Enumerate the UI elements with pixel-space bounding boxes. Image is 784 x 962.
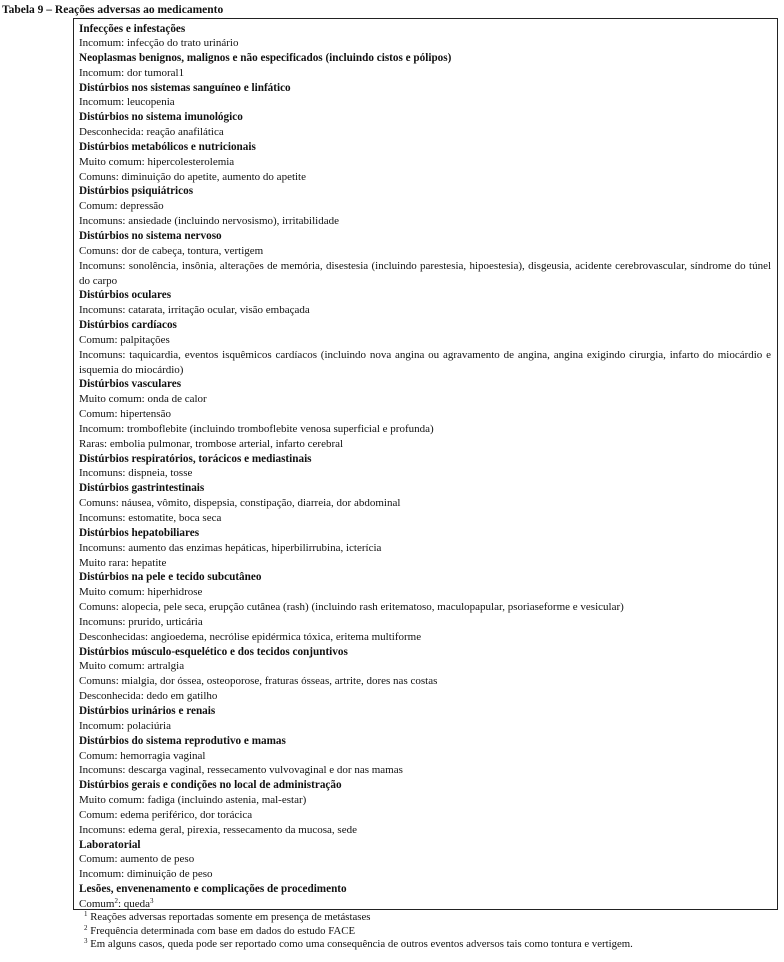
reaction-entry: Incomuns: descarga vaginal, ressecamento vulvovaginal e dor nas mamas: [79, 764, 403, 777]
footnote-text: Reações adversas reportadas somente em presença de metástases: [90, 911, 371, 923]
section-title: Distúrbios cardíacos: [79, 319, 177, 332]
reaction-entry: Comum$^2$: queda$^3$: [79, 896, 154, 910]
footnote-mark: 2: [84, 923, 88, 932]
frequency-label: Comuns: [79, 170, 116, 183]
frequency-label: Muito comum: [79, 660, 142, 673]
reaction-entry: Incomuns: aumento das enzimas hepáticas, hiperbilirrubina, icterícia: [79, 541, 382, 554]
reaction-text: leucopenia: [126, 96, 175, 109]
section-title: Distúrbios nos sistemas sanguíneo e linfático: [79, 81, 291, 94]
frequency-label: Incomuns: [79, 215, 123, 228]
frequency-label: Incomum: [79, 868, 122, 881]
section-title: Distúrbios no sistema imunológico: [79, 111, 243, 124]
reaction-entry: Comuns: alopecia, pele seca, erupção cutânea (rash) (incluindo rash eritematoso, maculopapular, psoriaseforme e vesicular): [79, 601, 624, 614]
reaction-text: diminuição de peso: [126, 868, 213, 881]
reaction-text: angioedema, necrólise epidérmica tóxica, eritema multiforme: [150, 630, 422, 643]
table-body: [79, 23, 771, 912]
reaction-entry: Comuns: náusea, vômito, dispepsia, constipação, diarreia, dor abdominal: [79, 497, 401, 510]
section-title: Infecções e infestações: [79, 23, 186, 35]
footnote-mark: 2: [114, 896, 118, 905]
adverse-reactions-table: [73, 18, 778, 910]
frequency-label: Muito comum: [79, 155, 142, 168]
section-title: Distúrbios hepatobiliares: [79, 526, 200, 539]
section-title: Distúrbios psiquiátricos: [79, 185, 194, 198]
reaction-entry: Comum: hipertensão: [79, 408, 171, 421]
footnote-text: Frequência determinada com base em dados do estudo FACE: [90, 924, 356, 937]
reaction-text: descarga vaginal, ressecamento vulvovaginal e dor nas mamas: [128, 764, 403, 777]
reaction-text: tromboflebite (incluindo tromboflebite venosa superficial e profunda): [126, 422, 434, 435]
frequency-label: Raras: [79, 437, 105, 450]
reaction-entry: Incomuns: estomatite, boca seca: [79, 512, 222, 524]
frequency-label: Desconhecida: [79, 126, 141, 139]
reaction-entry: Comuns: mialgia, dor óssea, osteoporose, fraturas ósseas, artrite, dores nas costas: [79, 675, 438, 688]
reaction-text: hiperhidrose: [147, 586, 203, 599]
section-title: Distúrbios músculo-esquelético e dos tecidos conjuntivos: [79, 645, 348, 658]
frequency-label: Desconhecidas: [79, 630, 145, 643]
section-title: Distúrbios vasculares: [79, 378, 182, 391]
frequency-label: Muito rara: [79, 556, 126, 569]
frequency-label: Comum: [79, 333, 115, 346]
reaction-text: embolia pulmonar, trombose arterial, infarto cerebral: [109, 437, 344, 450]
reaction-entry: Comum: palpitações: [79, 333, 170, 346]
reaction-entry: Muito comum: hiperhidrose: [79, 586, 203, 599]
footnote: [84, 911, 784, 925]
reaction-text: edema geral, pirexia, ressecamento da mucosa, sede: [128, 823, 357, 836]
reaction-entry: Incomum: tromboflebite (incluindo tromboflebite venosa superficial e profunda): [79, 422, 434, 435]
reaction-text: prurido, urticária: [128, 615, 203, 628]
frequency-label: Comum: [79, 897, 115, 910]
reaction-text: hipercolesterolemia: [147, 155, 235, 168]
reaction-entry: Incomum: infecção do trato urinário: [79, 37, 239, 49]
frequency-label: Incomum: [79, 96, 122, 109]
section-title: Lesões, envenenamento e complicações de procedimento: [79, 883, 347, 896]
reaction-text: hemorragia vaginal: [120, 749, 206, 762]
reaction-entry: Comum: edema periférico, dor torácica: [79, 808, 253, 821]
reaction-text: alopecia, pele seca, erupção cutânea (rash) (incluindo rash eritematoso, maculopapular, psoriaseforme e vesicular): [121, 601, 624, 614]
frequency-label: Incomum: [79, 719, 122, 732]
reaction-entry: Incomuns: sonolência, insônia, alterações de memória, disestesia (incluindo parestesia, hipoestesia), disgeusia, acidente cerebrovascular, síndrome do túnel do carpo: [79, 259, 772, 287]
reaction-text: onda de calor: [147, 393, 207, 406]
reaction-text: náusea, vômito, dispepsia, constipação, diarreia, dor abdominal: [121, 497, 401, 510]
reaction-text: polaciúria: [126, 719, 171, 732]
table-title: Tabela 9 – Reações adversas ao medicamento: [2, 4, 224, 16]
reaction-text: depressão: [120, 200, 164, 213]
section-title: Distúrbios na pele e tecido subcutâneo: [79, 571, 262, 584]
section-title: Distúrbios metabólicos e nutricionais: [79, 140, 256, 153]
frequency-label: Incomuns: [79, 823, 123, 836]
reaction-entry: Incomum: polaciúria: [79, 719, 171, 732]
reaction-entry: Incomum: diminuição de peso: [79, 868, 213, 881]
footnotes: [84, 911, 784, 952]
reaction-text: hipertensão: [120, 408, 171, 421]
reaction-text: dispneia, tosse: [128, 467, 193, 480]
reaction-text: mialgia, dor óssea, osteoporose, fraturas ósseas, artrite, dores nas costas: [121, 675, 438, 688]
frequency-label: Incomuns: [79, 541, 123, 554]
frequency-label: Comuns: [79, 497, 116, 510]
reaction-text: catarata, irritação ocular, visão embaçada: [128, 304, 310, 317]
reaction-text: sonolência, insônia, alterações de memória, disestesia (incluindo parestesia, hipoestesia), disgeusia, acidente cerebrovascular, síndrome do túnel do carpo: [79, 259, 772, 287]
reaction-text: aumento de peso: [120, 853, 195, 866]
reaction-entry: Incomuns: dispneia, tosse: [79, 467, 193, 480]
reaction-entry: Incomum: leucopenia: [79, 96, 175, 109]
reaction-entry: Incomum: dor tumoral1: [79, 66, 185, 79]
reaction-entry: Comum: depressão: [79, 200, 164, 213]
section-title: Distúrbios oculares: [79, 289, 172, 302]
reaction-entry: Comuns: diminuição do apetite, aumento do apetite: [79, 170, 306, 183]
section-title: Laboratorial: [79, 838, 141, 851]
reaction-entry: Raras: embolia pulmonar, trombose arterial, infarto cerebral: [79, 437, 344, 450]
reaction-text: hepatite: [131, 556, 167, 569]
section-title: Distúrbios urinários e renais: [79, 704, 216, 717]
frequency-label: Comuns: [79, 244, 116, 257]
reaction-entry: Muito comum: onda de calor: [79, 393, 207, 406]
footnote: [84, 925, 784, 939]
reaction-text: edema periférico, dor torácica: [120, 808, 253, 821]
footnote: [84, 938, 784, 952]
frequency-label: Desconhecida: [79, 690, 141, 703]
frequency-label: Incomuns: [79, 467, 123, 480]
frequency-label: Comum: [79, 408, 115, 421]
reaction-text: artralgia: [147, 660, 185, 673]
reaction-text: queda: [123, 897, 151, 910]
reaction-entry: Comum: aumento de peso: [79, 853, 195, 866]
reaction-entry: Desconhecidas: angioedema, necrólise epidérmica tóxica, eritema multiforme: [79, 630, 422, 643]
frequency-label: Comuns: [79, 601, 116, 614]
reaction-entry: Muito comum: hipercolesterolemia: [79, 155, 235, 168]
frequency-label: Muito comum: [79, 794, 142, 807]
frequency-label: Incomum: [79, 66, 122, 79]
frequency-label: Incomuns: [79, 304, 123, 317]
section-title: Distúrbios do sistema reprodutivo e mamas: [79, 734, 286, 747]
section-title: Neoplasmas benignos, malignos e não especificados (incluindo cistos e pólipos): [79, 51, 452, 64]
reaction-entry: Incomuns: ansiedade (incluindo nervosismo), irritabilidade: [79, 215, 339, 228]
frequency-label: Comum: [79, 808, 115, 821]
reaction-text: taquicardia, eventos isquêmicos cardíacos (incluindo nova angina ou agravamento de angina, angina exigindo cirurgia, infarto do miocárdio e isquemia do miocárdio): [79, 348, 772, 376]
reaction-entry: Incomuns: catarata, irritação ocular, visão embaçada: [79, 304, 310, 317]
reaction-entry: Incomuns: taquicardia, eventos isquêmicos cardíacos (incluindo nova angina ou agravamento de angina, angina exigindo cirurgia, infarto do miocárdio e isquemia do miocárdio): [79, 348, 772, 376]
frequency-label: Incomuns: [79, 615, 123, 628]
section-title: Distúrbios no sistema nervoso: [79, 229, 222, 242]
frequency-label: Incomum: [79, 37, 122, 49]
reaction-text: reação anafilática: [146, 126, 224, 139]
reaction-entry: Incomuns: prurido, urticária: [79, 615, 203, 628]
reaction-entry: Muito comum: artralgia: [79, 660, 185, 673]
reaction-text: aumento das enzimas hepáticas, hiperbilirrubina, icterícia: [128, 541, 382, 554]
reaction-text: dor tumoral1: [126, 66, 185, 79]
footnote-mark: 3: [150, 896, 154, 905]
reaction-text: diminuição do apetite, aumento do apetite: [121, 170, 306, 183]
reaction-text: palpitações: [120, 333, 170, 346]
section-title: Distúrbios gerais e condições no local de administração: [79, 779, 342, 792]
reaction-text: dor de cabeça, tontura, vertigem: [121, 244, 264, 257]
reaction-text: ansiedade (incluindo nervosismo), irritabilidade: [128, 215, 339, 228]
section-title: Distúrbios gastrintestinais: [79, 482, 205, 495]
reaction-entry: Incomuns: edema geral, pirexia, ressecamento da mucosa, sede: [79, 823, 357, 836]
reaction-text: estomatite, boca seca: [128, 512, 222, 524]
reaction-text: fadiga (incluindo astenia, mal-estar): [147, 794, 307, 807]
section-title: Distúrbios respiratórios, torácicos e mediastinais: [79, 452, 312, 465]
footnote-mark: 1: [84, 910, 88, 918]
frequency-label: Incomuns: [79, 259, 123, 272]
reaction-entry: Desconhecida: reação anafilática: [79, 126, 224, 139]
reaction-entry: Comum: hemorragia vaginal: [79, 749, 206, 762]
frequency-label: Incomum: [79, 422, 122, 435]
footnote-mark: 3: [84, 937, 88, 945]
frequency-label: Comuns: [79, 675, 116, 688]
reaction-text: dedo em gatilho: [146, 690, 218, 703]
frequency-label: Comum: [79, 853, 115, 866]
frequency-label: Comum: [79, 200, 115, 213]
reaction-entry: Muito comum: fadiga (incluindo astenia, mal-estar): [79, 794, 307, 807]
frequency-label: Incomuns: [79, 348, 123, 361]
frequency-label: Comum: [79, 749, 115, 762]
frequency-label: Muito comum: [79, 393, 142, 406]
reaction-entry: Comuns: dor de cabeça, tontura, vertigem: [79, 244, 264, 257]
reaction-text: infecção do trato urinário: [126, 37, 239, 49]
frequency-label: Incomuns: [79, 764, 123, 777]
frequency-label: Muito comum: [79, 586, 142, 599]
reaction-entry: Muito rara: hepatite: [79, 556, 167, 569]
frequency-label: Incomuns: [79, 512, 123, 524]
footnote-text: Em alguns casos, queda pode ser reportado como uma consequência de outros eventos adversos tais como tontura e vertigem.: [90, 938, 633, 950]
reaction-entry: Desconhecida: dedo em gatilho: [79, 690, 218, 703]
